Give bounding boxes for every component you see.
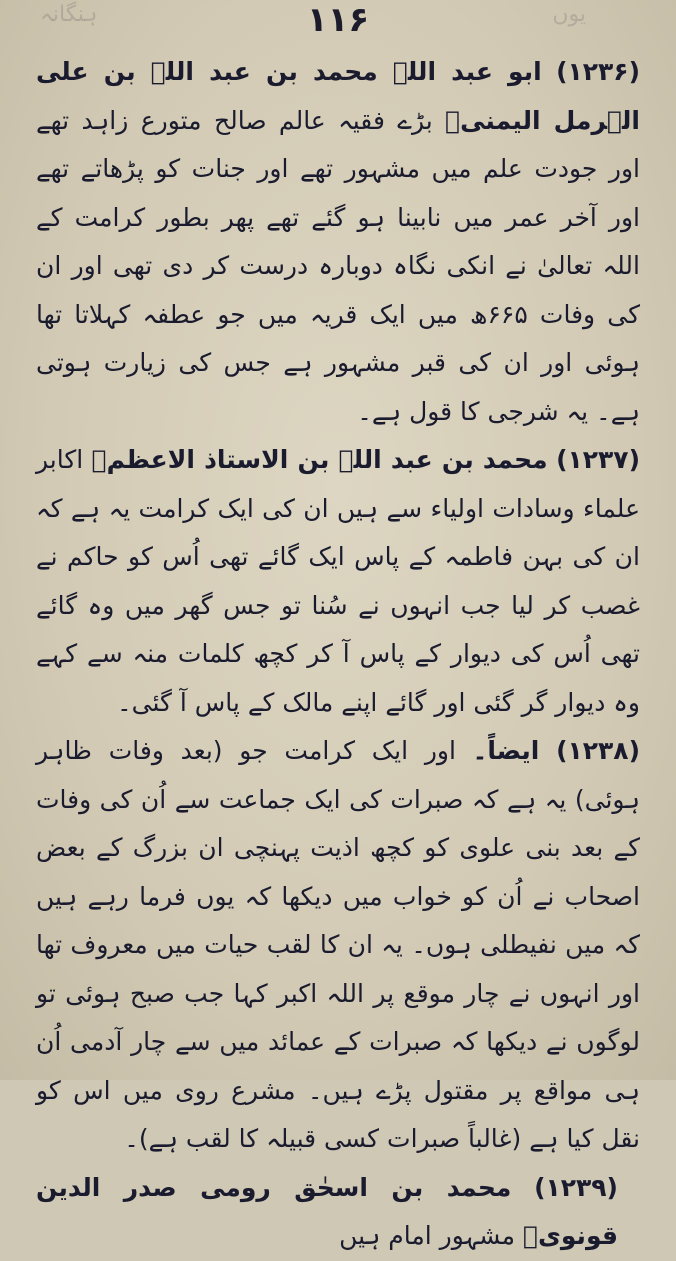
- entry-1236: [36, 48, 640, 436]
- entry-heading: محمد بن عبد اللہ بن الاستاذ الاعظمؒ: [91, 445, 548, 474]
- page-body: [36, 48, 640, 1261]
- entry-1239: [36, 1164, 640, 1261]
- entry-heading: محمد بن اسحٰق رومی صدر الدین قونویؒ: [36, 1172, 618, 1250]
- entry-heading: ایضاً۔: [472, 736, 540, 765]
- entry-body: مشہور امام ہیں: [339, 1221, 516, 1250]
- entry-number: (۱۲۳۹): [534, 1172, 618, 1202]
- entry-body: بڑے فقیہ عالم صالح متورع زاہد تھے اور جودت علم میں مشہور تھے اور جنات کو پڑھاتے تھے اور آخر عمر میں نابینا ہو گئے تھے پھر بطور کرامت کے اللہ تعالیٰ نے انکی نگاہ دوبارہ درست کر دی تھی اور ان کی وفات ۶۶۵ھ میں ایک قریہ میں جو عطفہ کہلاتا تھا ہوئی اور ان کی قبر مشہور ہے جس کی زیارت ہوتی ہے۔ یہ شرجی کا قول ہے۔: [36, 105, 641, 426]
- bleed-through-text-right: یوں: [552, 2, 586, 27]
- entry-number: (۱۲۳۷): [556, 445, 641, 474]
- entry-1238: [36, 727, 640, 1164]
- entry-number: (۱۲۳۸): [556, 736, 640, 765]
- entry-body: اور ایک کرامت جو (بعد وفات ظاہر ہوئی) یہ ہے کہ صبرات کی ایک جماعت سے اُن کی وفات کے بعد بنی علوی کو کچھ اذیت پہنچی ان بزرگ کے بعض اصحاب نے اُن کو خواب میں دیکھا کہ یوں فرما رہے ہیں کہ میں نفیطلی ہوں۔ یہ ان کا لقب حیات میں معروف تھا اور انہوں نے چار موقع پر اللہ اکبر کہا جب صبح ہوئی تو لوگوں نے دیکھا کہ صبرات کے عمائد میں سے چار آدمی اُن ہی مواقع پر مقتول پڑے ہیں۔ مشرع روی میں اس کو نقل کیا ہے (غالباً صبرات کسی قبیلہ کا لقب ہے)۔: [36, 736, 640, 1153]
- entry-body: اکابر علماء وسادات اولیاء سے ہیں ان کی ایک کرامت یہ ہے کہ ان کی بہن فاطمہ کے پاس ایک گائے تھی اُس کو حاکم نے غصب کر لیا جب انہوں نے سُنا تو جس گھر میں وہ گائے تھی اُس کی دیوار کے پاس آ کر کچھ کلمات منہ سے کہے وہ دیوار گر گئی اور گائے اپنے مالک کے پاس آ گئی۔: [36, 445, 640, 717]
- page-number: ۱۱۶: [306, 0, 370, 40]
- entry-heading: ابو عبد اللہ محمد بن عبد اللہ بن علی الہرمل الیمنیؒ: [36, 57, 640, 135]
- entry-1237: [36, 436, 640, 727]
- entry-number: (۱۲۳۶): [556, 57, 641, 86]
- bleed-through-text-left: ہنگانہ: [40, 2, 98, 27]
